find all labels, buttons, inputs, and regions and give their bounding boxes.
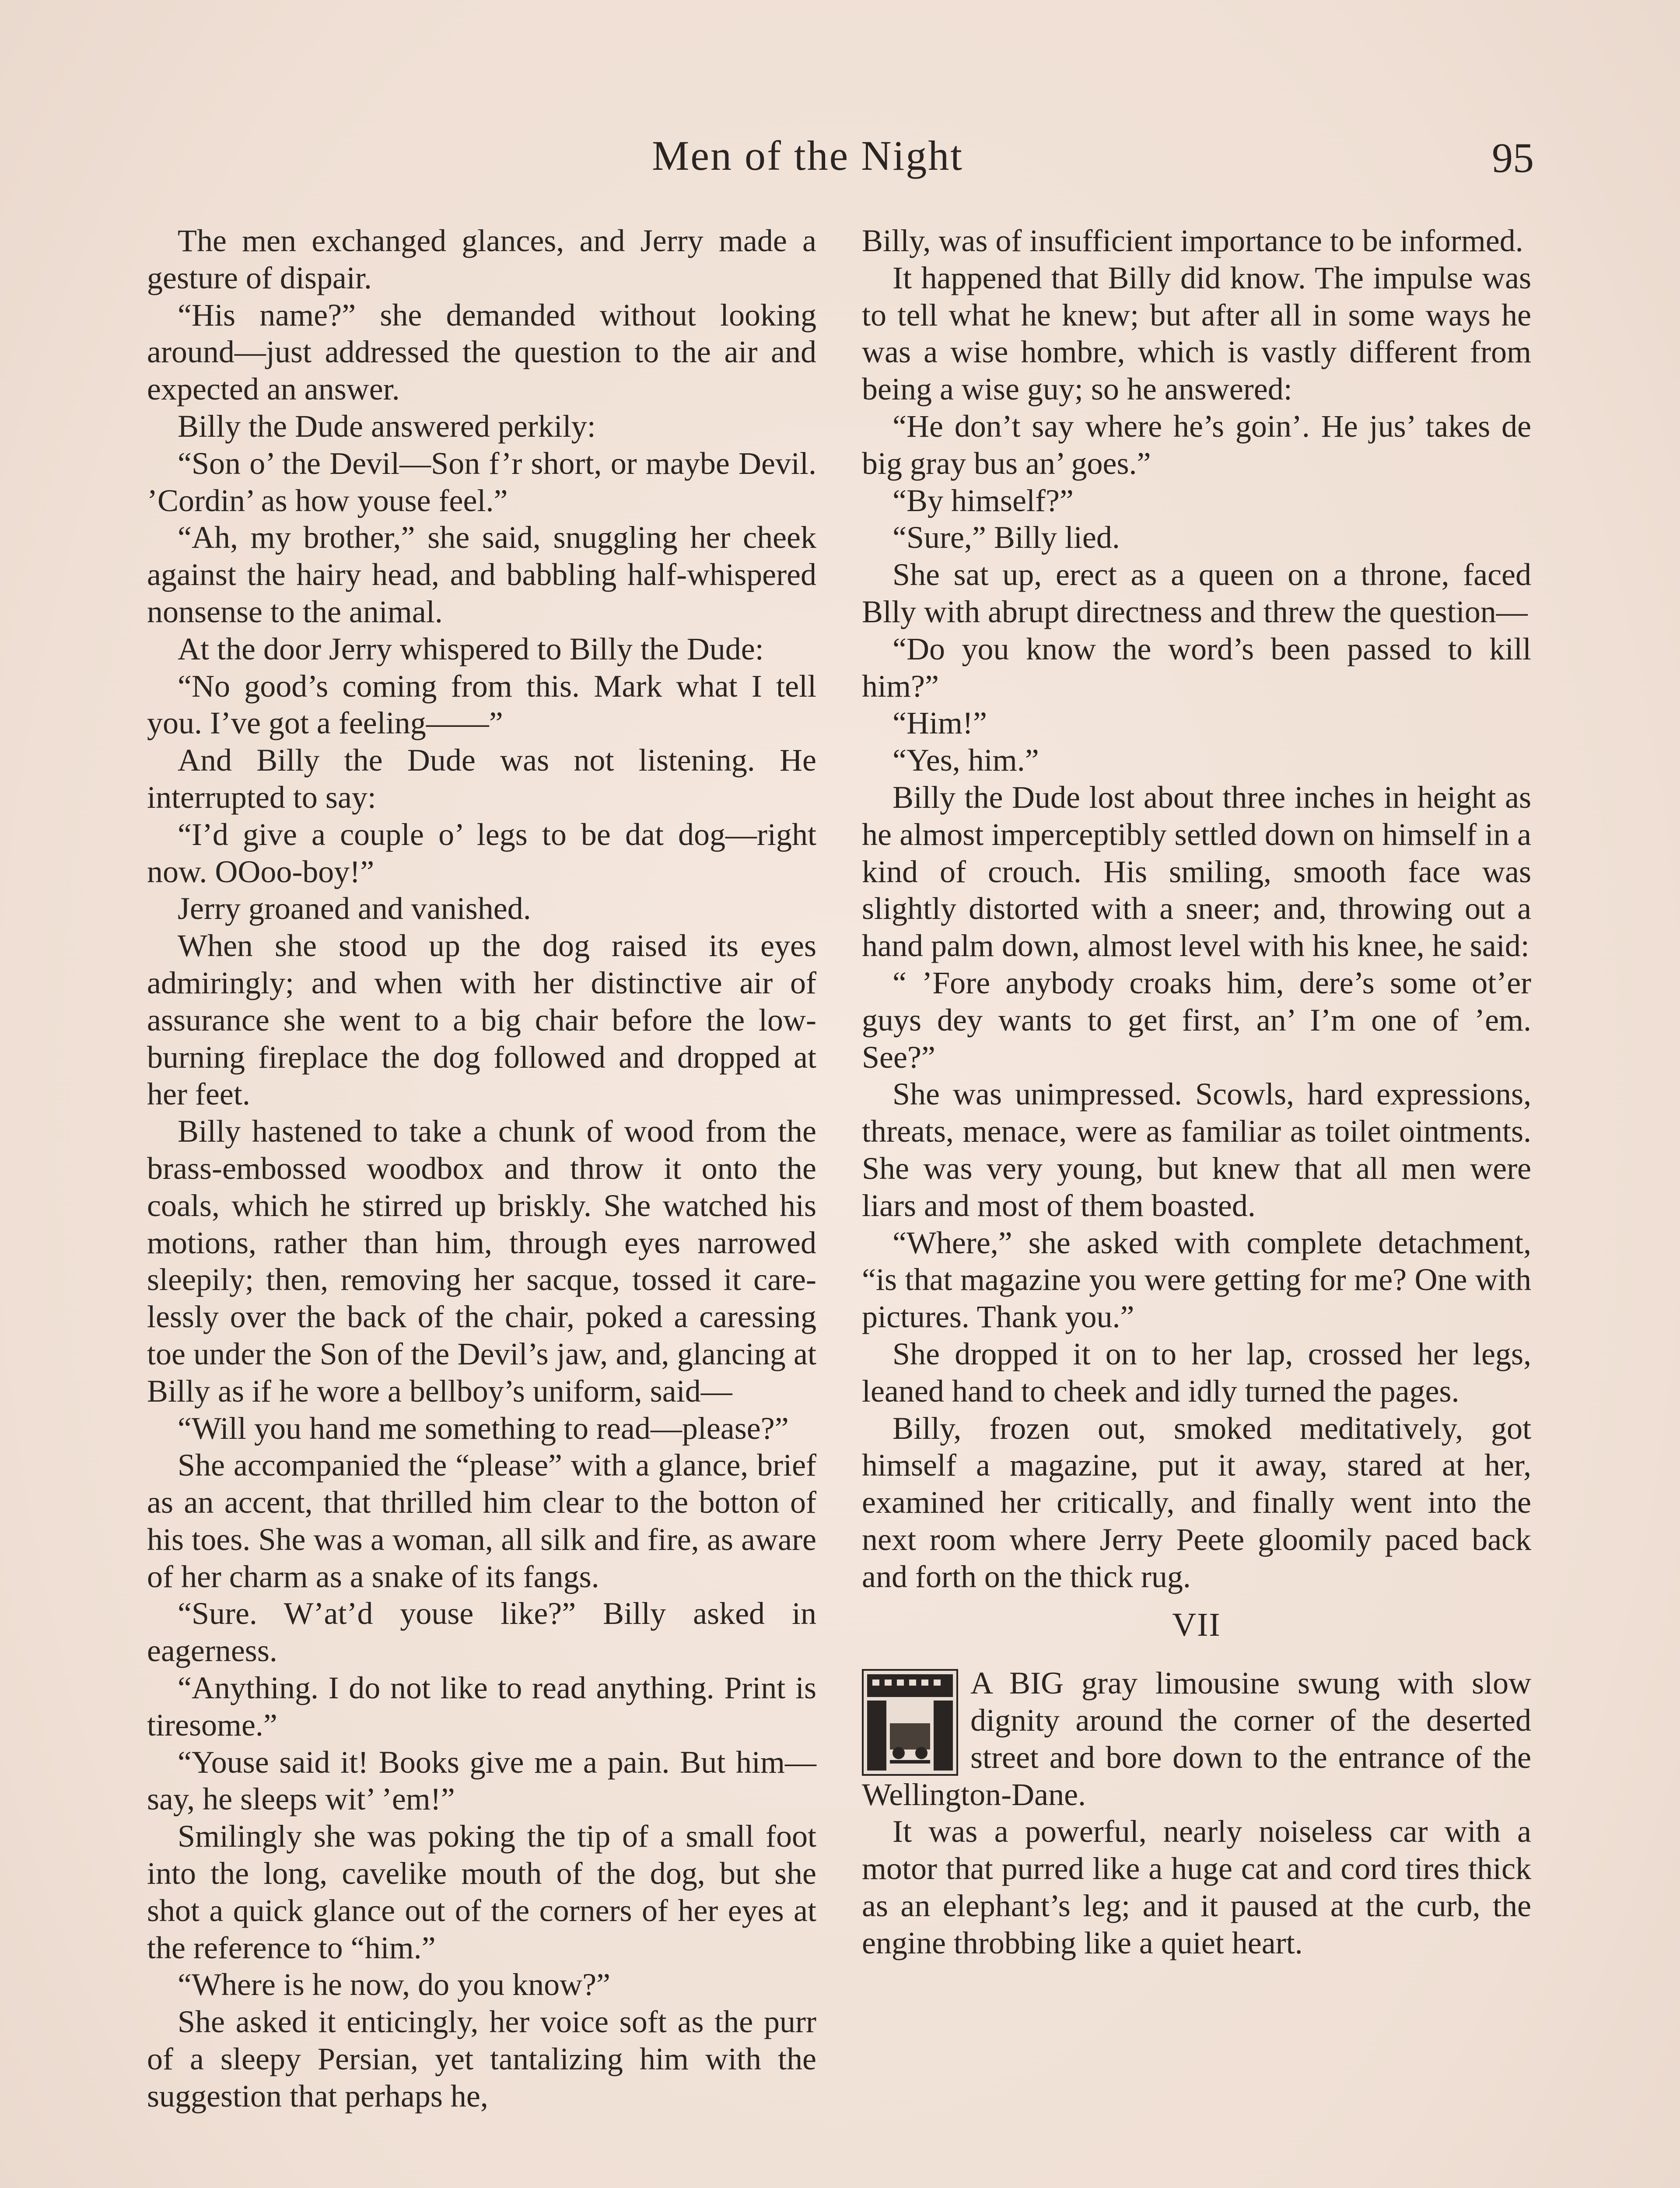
paragraph: “Yes, him.” [892,743,1039,778]
paragraph: “Do you know the word’s been passed to kill him?” [862,631,1531,704]
paragraph: It happened that Billy did know. The impulse was to tell what he knew; but after all in some ways he was a wise hombre, which is vastly different from being a wise guy; so he answered: [862,260,1531,407]
paragraph: Smilingly she was poking the tip of a small foot into the long, cavelike mouth of the dog, but she shot a quick glance out of the corners of her eyes at the reference to “him.” [147,1819,816,1965]
paragraph: “Anything. I do not like to read anything. Print is tiresome.” [147,1670,816,1743]
paragraph: “By himself?” [892,483,1074,518]
paragraph: “Son o’ the Devil—Son f’r short, or maybe Devil. ’Cordin’ as how youse feel.” [147,445,816,518]
paragraph: Billy, was of insufficient importance to be informed. [862,223,1523,258]
paragraph: “ ’Fore anybody croaks him, dere’s some ot’er guys dey wants to get first, an’ I’m one of ’em. See?” [862,965,1531,1075]
dropcap-letter: A [970,1666,992,1701]
paragraph: At the door Jerry whispered to Billy the Dude: [178,631,764,666]
paragraph: “I’d give a couple o’ legs to be dat dog—right now. OOoo-boy!” [147,817,816,889]
paragraph: “Him!” [892,705,987,741]
paragraph: “Sure,” Billy lied. [892,520,1120,555]
paragraph: Billy hastened to take a chunk of wood from the brass-embossed woodbox and throw it onto the coals, which he stirred up briskly. She watched his motions, rather than him, through eyes narrowed sleepily; then, removing her sacque, tossed it carelessly over the back of the chair, poked a caressing toe under the Son of the Devil’s jaw, and, glancing at Billy as if he wore a bellboy’s uniform, said— [147,1114,816,1409]
paragraph: “Where,” she asked with complete detachment, “is that magazine you were getting for me? One with pictures. Thank you.” [862,1225,1531,1335]
paragraph: She asked it enticingly, her voice soft as the purr of a sleepy Persian, yet tantalizing him with the suggestion that perhaps he, [147,2004,816,2114]
paragraph: And Billy the Dude was not listening. He interrupted to say: [147,743,816,815]
paragraph: “Will you hand me something to read—please?” [178,1410,789,1446]
running-head: Men of the Night [652,132,963,179]
paragraph: She dropped it on to her lap, crossed her legs, leaned hand to cheek and idly turned the pages. [862,1336,1531,1409]
paragraph: “Where is he now, do you know?” [178,1967,611,2002]
paragraph: She sat up, erect as a queen on a throne, faced Blly with abrupt directness and threw the question— [862,557,1531,629]
city-street-icon [864,1671,956,1774]
paragraph: “Youse said it! Books give me a pain. But him—say, he sleeps wit’ ’em!” [147,1744,816,1817]
paragraph: “His name?” she demanded without looking around—just addressed the question to the air and expected an answer. [147,297,816,407]
paragraph: Billy the Dude answered perkily: [178,408,596,444]
paragraph: “Ah, my brother,” she said, snuggling her cheek against the hairy head, and babbling half-whispered nonsense to the animal. [147,520,816,629]
paragraph: “He don’t say where he’s goin’. He jus’ takes de big gray bus an’ goes.” [862,408,1531,481]
paragraph: Billy, frozen out, smoked meditatively, got himself a magazine, put it away, stared at her, examined her critically, and finally went into the next room where Jerry Peete gloomily paced back and forth on the thick rug. [862,1410,1531,1594]
left-column [147,222,816,2115]
paragraph: The men exchanged glances, and Jerry made a gesture of dispair. [147,223,816,295]
paragraph: She accompanied the “please” with a glance, brief as an accent, that thrilled him clear to the botton of his toes. She was a woman, all silk and fire, as aware of her charm as a snake of its fangs. [147,1448,816,1594]
paragraph: “Sure. W’at’d youse like?” Billy asked in eagerness. [147,1596,816,1669]
dropcap-text: BIG gray limousine swung with slow dignity around the corner of the deserted street and bore down to the entrance of the Wellington-Dane. [862,1666,1531,1812]
paragraph: Billy the Dude lost about three inches in height as he almost imperceptibly settled down on himself in a kind of crouch. His smiling, smooth face was slightly distorted with a sneer; and, throwing out a hand palm down, almost level with his knee, he said: [862,779,1531,964]
paragraph: Jerry groaned and vanished. [178,891,531,926]
paragraph: “No good’s coming from this. Mark what I tell you. I’ve got a feeling——” [147,668,816,741]
paragraph: When she stood up the dog raised its eyes admiringly; and when with her distinctive air of assurance she went to a big chair before the low-burning fireplace the dog followed and dropped at her feet. [147,928,816,1112]
dropcap-paragraph [862,1665,1531,1813]
illustrated-initial [862,1669,958,1776]
paragraph: She was unimpressed. Scowls, hard expressions, threats, menace, were as familiar as toilet ointments. She was very young, but knew that all men were liars and most of them boasted. [862,1076,1531,1223]
paragraph: It was a powerful, nearly noiseless car with a motor that purred like a huge cat and cord tires thick as an elephant’s leg; and it paused at the curb, the engine throbbing like a quiet heart. [862,1814,1531,1960]
section-heading: VII [1172,1606,1221,1644]
right-column [862,222,1531,1962]
page-number: 95 [1492,134,1534,181]
